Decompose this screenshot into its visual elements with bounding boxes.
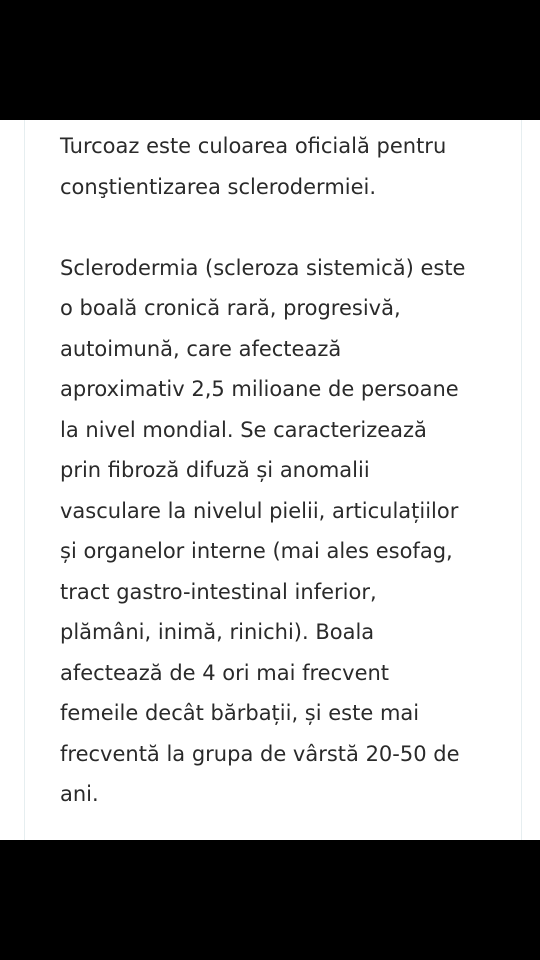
text-line: Turcoaz este culoarea oficială pentru bbox=[60, 134, 447, 158]
card-border-right bbox=[521, 120, 522, 840]
card-border-left bbox=[24, 120, 25, 840]
top-black-bar bbox=[0, 0, 540, 120]
article-panel[interactable] bbox=[0, 120, 540, 840]
text-line: ani. bbox=[60, 782, 99, 806]
paragraph-1 bbox=[60, 126, 500, 207]
text-line: Sclerodermia (scleroza sistemică) este bbox=[60, 255, 466, 280]
text-line: vasculare la nivelul pielii, articulațiilor bbox=[60, 498, 459, 523]
text-line: frecventă la grupa de vârstă 20-50 de bbox=[60, 741, 460, 766]
text-line: și organelor interne (mai ales esofag, bbox=[60, 539, 453, 563]
text-line: aproximativ 2,5 milioane de persoane bbox=[60, 377, 459, 401]
text-line: femeile decât bărbații, și este mai bbox=[60, 701, 420, 725]
text-line: afectează de 4 ori mai frecvent bbox=[60, 660, 390, 685]
text-line: prin fibroză difuză și anomalii bbox=[60, 458, 370, 482]
text-line: autoimună, care afectează bbox=[60, 336, 342, 361]
text-line: plămâni, inimă, rinichi). Boala bbox=[60, 620, 375, 644]
article-text bbox=[60, 126, 500, 815]
bottom-black-bar bbox=[0, 840, 540, 960]
text-line: la nivel mondial. Se caracterizează bbox=[60, 417, 427, 442]
text-line: tract gastro-intestinal inferior, bbox=[60, 579, 377, 604]
text-line: conştientizarea sclerodermiei. bbox=[60, 174, 377, 199]
text-line: o boală cronică rară, progresivă, bbox=[60, 296, 401, 320]
paragraph-gap bbox=[60, 207, 500, 248]
paragraph-2 bbox=[60, 248, 500, 815]
